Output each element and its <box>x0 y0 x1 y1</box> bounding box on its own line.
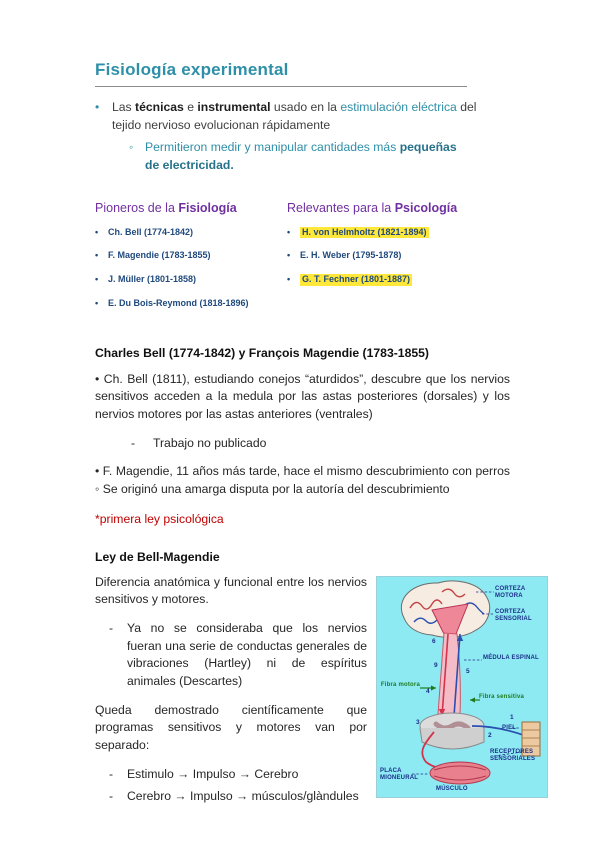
circle-bullet-icon: ◦ <box>129 140 134 155</box>
paragraph-magendie: • F. Magendie, 11 años más tarde, hace el mismo descubrimiento con perros ◦ Se originó una amarga disputa por la autoría del descubrimiento <box>95 464 510 496</box>
intro-text-part: usado en la <box>270 100 341 114</box>
figure-number: 6 <box>432 637 436 645</box>
title-underline <box>95 86 467 87</box>
bullet-icon: • <box>287 274 291 285</box>
sub-item-trabajo <box>131 435 550 453</box>
figure-label-fibra-sensitiva: Fibra sensitiva <box>479 693 525 700</box>
two-column-lists <box>95 201 550 322</box>
highlighted-name: G. T. Fechner (1801-1887) <box>302 274 411 285</box>
figure-label-receptores: RECEPTORES SENSORIALES <box>490 748 536 762</box>
section-heading-bell-magendie: Charles Bell (1774-1842) y François Magendie (1783-1855) <box>95 345 429 360</box>
heading-bold: Psicología <box>394 200 458 215</box>
figure-number: 4 <box>426 687 430 695</box>
page-title: Fisiología experimental <box>95 60 289 79</box>
pioneer-name: Ch. Bell (1774-1842) <box>108 226 194 237</box>
dash-icon: - <box>109 788 114 803</box>
sub-item-vibraciones <box>95 620 367 691</box>
bullet-icon: • <box>95 250 99 261</box>
intro-teal-phrase: estimulación eléctrica <box>340 100 457 114</box>
figure-number: 2 <box>488 731 492 739</box>
figure-label-placa-mioneural: PLACA MIONEURAL <box>380 767 419 781</box>
sub-item-text: Ya no se consideraba que los nervios fueran una serie de conductas generales de vibraciones (Hartley) ni de espíritus animales (Descartes) <box>127 621 367 689</box>
figure-number: 3 <box>416 718 420 726</box>
flow-item-cerebro <box>95 788 367 806</box>
list-item <box>95 227 287 239</box>
list-item <box>287 250 527 262</box>
figure-number: 5 <box>466 667 470 675</box>
list-item <box>287 227 527 239</box>
sub-text-part: Permitieron medir y manipular cantidades más <box>145 140 400 155</box>
intro-text-part: del tejido nervioso evolucionan rápidamente <box>112 100 477 132</box>
psychology-column <box>287 201 527 322</box>
heading-bold: Fisiología <box>178 200 237 215</box>
section-heading-law: Ley de Bell-Magendie <box>95 549 220 564</box>
intro-sub-text <box>145 139 459 174</box>
list-item <box>95 250 287 262</box>
dash-icon: - <box>109 621 114 635</box>
psychology-heading <box>287 201 527 215</box>
figure-label-fibra-motora: Fibra motora <box>380 681 420 688</box>
pioneer-name: E. Du Bois-Reymond (1818-1896) <box>108 297 249 308</box>
bullet-icon: • <box>95 274 99 285</box>
figure-label-piel: PIEL <box>502 724 517 731</box>
sub-text-bold: pequeñas de electricidad. <box>145 140 457 173</box>
bullet-icon: • <box>95 226 99 237</box>
law-text-column <box>95 574 367 806</box>
intro-text-part: Las <box>112 100 136 114</box>
intro-text-part: e <box>183 100 198 114</box>
paragraph-diferencia: Diferencia anatómica y funcional entre los nervios sensitivos y motores. <box>95 574 367 607</box>
bullet-icon: • <box>287 250 291 261</box>
highlighted-name: H. von Helmholtz (1821-1894) <box>302 226 427 237</box>
dash-icon: - <box>131 435 136 450</box>
intro-sub-bullet-item <box>129 139 459 174</box>
red-note: *primera ley psicológica <box>95 511 224 526</box>
page-content <box>95 60 550 805</box>
list-item <box>95 274 287 286</box>
bullet-icon: • <box>287 226 291 237</box>
bullet-icon: • <box>95 100 100 114</box>
figure-label-corteza-sensorial: CORTEZA SENSORIAL <box>495 608 532 622</box>
figure-label-musculo: MÚSCULO <box>436 785 468 792</box>
figure-number: 1 <box>510 713 514 721</box>
heading-prefix: Relevantes para la <box>287 200 395 215</box>
flow-item-text: Estimulo → Impulso → Cerebro <box>127 766 299 781</box>
pioneers-column <box>95 201 287 322</box>
paragraph-queda: Queda demostrado científicamente que programas sensitivos y motores van por separado: <box>95 702 367 753</box>
sub-item-text: Trabajo no publicado <box>153 435 267 450</box>
figure-number: 9 <box>434 661 438 669</box>
list-item <box>95 298 287 310</box>
pioneer-name: F. Magendie (1783-1855) <box>108 250 211 261</box>
paragraph-bell: • Ch. Bell (1811), estudiando conejos “aturdidos”, descubre que los nervios sensitivos acceden a la medula por las astas posteriores (dorsales) y los nervios motores por las astas anteriores (ventrales) <box>95 371 510 421</box>
list-item <box>287 274 527 286</box>
intro-bold-instrumental: instrumental <box>197 100 271 114</box>
dash-icon: - <box>109 766 114 781</box>
law-section-body <box>95 574 550 806</box>
pioneer-name: J. Müller (1801-1858) <box>108 274 197 285</box>
heading-prefix: Pioneros de la <box>95 200 179 215</box>
intro-bold-tecnicas: técnicas <box>135 100 184 114</box>
flow-item-estimulo <box>95 766 367 784</box>
bullet-icon: • <box>95 297 99 308</box>
figure-label-corteza-motora: CORTEZA MOTORA <box>495 585 526 599</box>
intro-text <box>112 99 487 134</box>
psychology-name: E. H. Weber (1795-1878) <box>300 250 402 261</box>
pioneers-heading <box>95 201 287 215</box>
intro-bullet-item <box>95 99 487 134</box>
anatomy-figure <box>376 576 548 798</box>
flow-item-text: Cerebro → Impulso → músculos/glàndules <box>127 788 359 803</box>
figure-label-medula-espinal: MÉDULA ESPINAL <box>483 654 539 661</box>
